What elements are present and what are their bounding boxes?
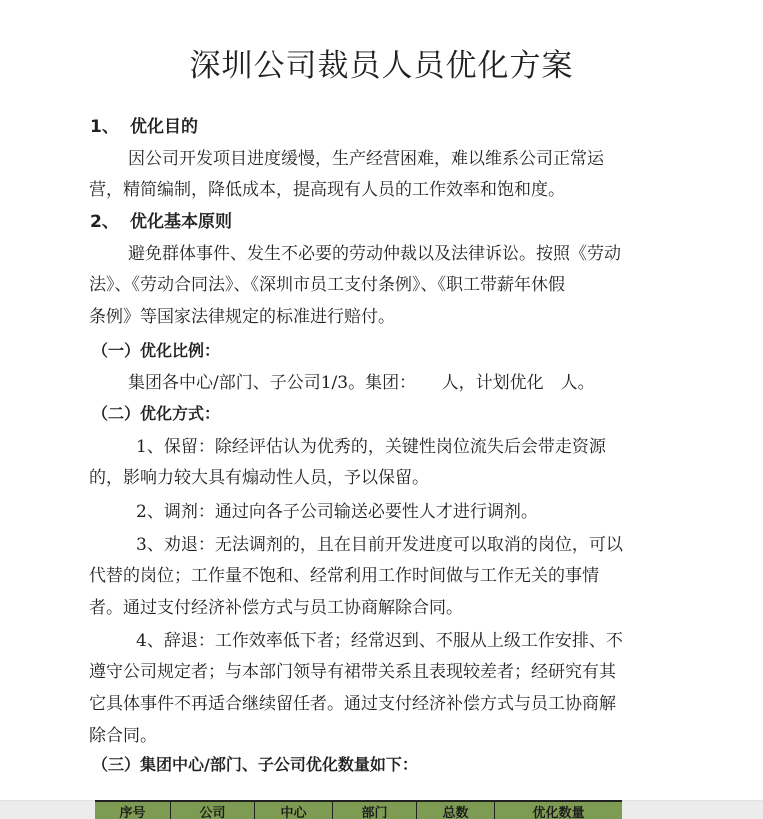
table-header-cell: 部门	[333, 802, 417, 819]
paragraph-line: 集团各中心/部门、子公司1/3。集团： 人，计划优化 人。	[128, 373, 595, 393]
document-title: 深圳公司裁员人员优化方案	[189, 48, 574, 84]
table-header-cell: 总数	[417, 802, 495, 819]
table-header-cell: 序号	[95, 802, 171, 819]
section-number: 1、	[90, 117, 119, 137]
section-heading-purpose	[90, 117, 198, 137]
paragraph-line: 除合同。	[89, 726, 157, 746]
subsection-heading-ratio: （一）优化比例：	[92, 341, 221, 360]
section-heading-label: 优化目的	[130, 117, 198, 137]
table-header-row	[95, 800, 622, 819]
section-heading-principles	[90, 212, 232, 232]
table-header-cell: 中心	[255, 802, 333, 819]
paragraph-line: 营，精简编制，降低成本，提高现有人员的工作效率和饱和度。	[89, 180, 565, 200]
paragraph-line: 代替的岗位；工作量不饱和、经常利用工作时间做与工作无关的事情	[89, 566, 599, 586]
paragraph-line: 2、调剂：通过向各子公司输送必要性人才进行调剂。	[136, 502, 538, 522]
subsection-heading-method: （二）优化方式：	[92, 404, 221, 423]
paragraph-line: 者。通过支付经济补偿方式与员工协商解除合同。	[89, 598, 463, 618]
paragraph-line: 1、保留：除经评估认为优秀的，关键性岗位流失后会带走资源	[136, 437, 606, 457]
paragraph-line: 3、劝退：无法调剂的，且在目前开发进度可以取消的岗位，可以	[136, 535, 623, 555]
section-number: 2、	[90, 212, 119, 232]
subsection-heading-quantity: （三）集团中心/部门、子公司优化数量如下：	[92, 755, 418, 774]
section-heading-label: 优化基本原则	[130, 212, 232, 232]
paragraph-line: 的，影响力较大具有煽动性人员，予以保留。	[89, 468, 429, 488]
paragraph-line: 遵守公司规定者；与本部门领导有裙带关系且表现较差者；经研究有其	[89, 662, 616, 682]
paragraph-line: 它具体事件不再适合继续留任者。通过支付经济补偿方式与员工协商解	[89, 694, 616, 714]
table-header-cell: 公司	[171, 802, 255, 819]
paragraph-line: 因公司开发项目进度缓慢，生产经营困难，难以维系公司正常运	[128, 149, 604, 169]
table-header-cell: 优化数量	[532, 806, 585, 819]
paragraph-line: 法》、《劳动合同法》、《深圳市员工支付条例》、《职工带薪年休假	[89, 275, 565, 295]
paragraph-line: 条例》等国家法律规定的标准进行赔付。	[89, 307, 395, 327]
paragraph-line: 4、辞退：工作效率低下者；经常迟到、不服从上级工作安排、不	[136, 631, 623, 651]
paragraph-line: 避免群体事件、发生不必要的劳动仲裁以及法律诉讼。按照《劳动	[128, 244, 621, 264]
